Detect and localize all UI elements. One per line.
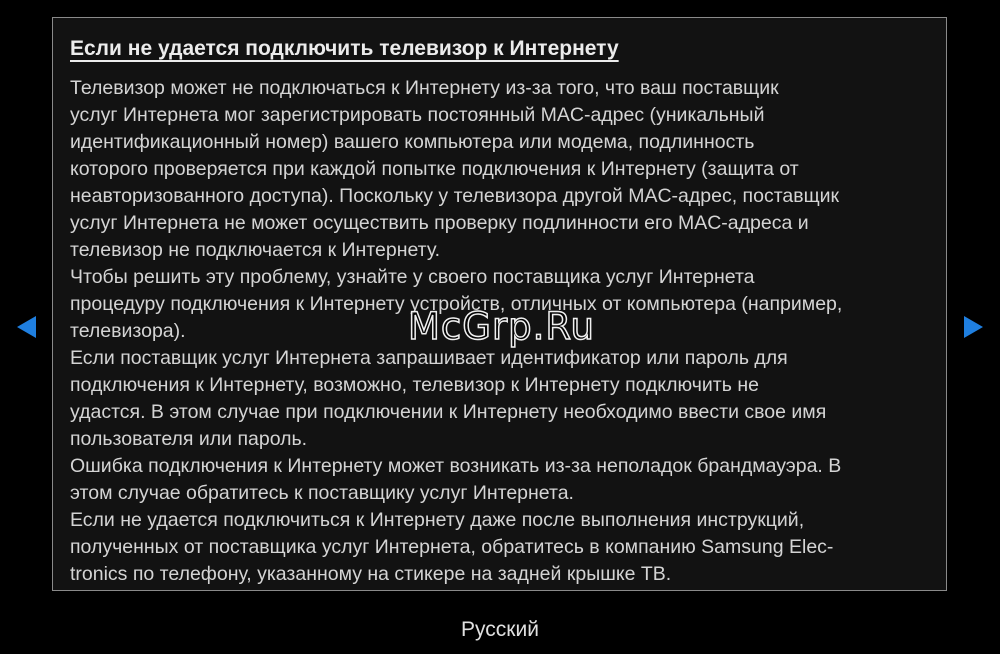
text-line: телевизора). [70, 320, 186, 342]
language-label: Русский [461, 618, 539, 641]
text-line: пользователя или пароль. [70, 428, 308, 450]
text-line: удастся. В этом случае при подключении к Интернету необходимо ввести свое имя [70, 401, 827, 423]
text-line: полученных от поставщика услуг Интернета, обратитесь в компанию Samsung Elec- [70, 536, 834, 558]
text-line: этом случае обратитесь к поставщику услуг Интернета. [70, 482, 574, 504]
content-panel [52, 17, 947, 591]
text-line: которого проверяется при каждой попытке подключения к Интернету (защита от [70, 158, 799, 180]
text-line: услуг Интернета мог зарегистрировать постоянный MAC-адрес (уникальный [70, 104, 765, 126]
watermark: McGrp.Ru [408, 305, 595, 348]
text-line: телевизор не подключается к Интернету. [70, 239, 441, 261]
text-line: Телевизор может не подключаться к Интернету из-за того, что ваш поставщик [70, 77, 779, 99]
triangle-right-icon[interactable] [964, 316, 983, 338]
text-line: Если поставщик услуг Интернета запрашивает идентификатор или пароль для [70, 347, 788, 369]
triangle-left-icon[interactable] [17, 316, 36, 338]
text-line: процедуру подключения к Интернету устройств, отличных от компьютера (например, [70, 293, 843, 315]
text-line: tronics по телефону, указанному на стикере на задней крышке ТВ. [70, 563, 672, 585]
text-line: неавторизованного доступа). Поскольку у телевизора другой MAC-адрес, поставщик [70, 185, 840, 207]
text-line: Если не удается подключиться к Интернету даже после выполнения инструкций, [70, 509, 805, 531]
text-line: Чтобы решить эту проблему, узнайте у своего поставщика услуг Интернета [70, 266, 755, 288]
text-line: идентификационный номер) вашего компьютера или модема, подлинность [70, 131, 755, 153]
text-line: Ошибка подключения к Интернету может возникать из-за неполадок брандмауэра. В [70, 455, 842, 477]
text-line: подключения к Интернету, возможно, телевизор к Интернету подключить не [70, 374, 759, 396]
page-title: Если не удается подключить телевизор к Интернету [70, 37, 619, 60]
text-line: услуг Интернета не может осуществить проверку подлинности его MAC-адреса и [70, 212, 809, 234]
